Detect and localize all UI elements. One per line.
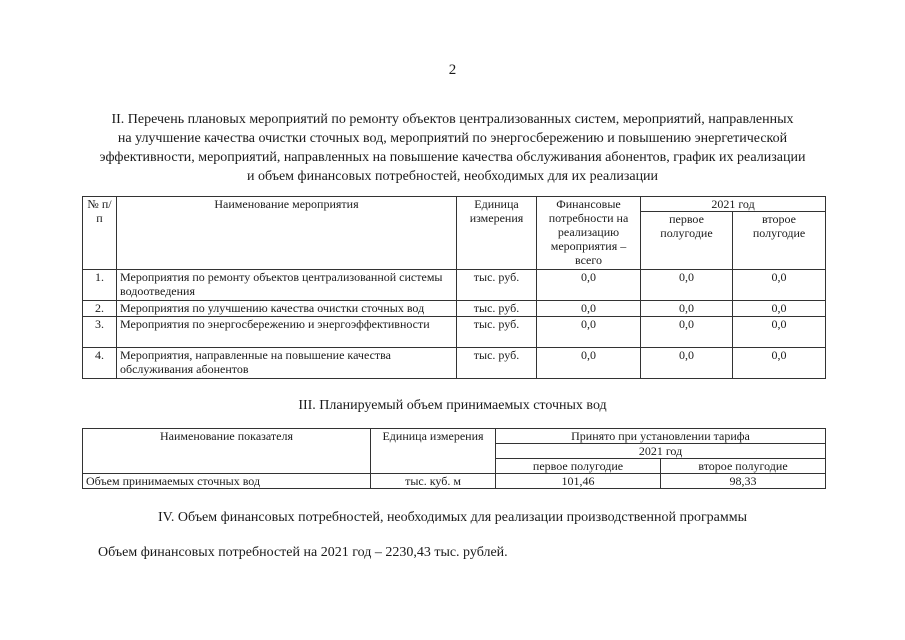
row-half2: 0,0 [733,301,826,317]
row-name: Мероприятия по ремонту объектов централизованной системы водоотведения [117,270,457,301]
row-half2: 0,0 [733,348,826,379]
table-row [83,317,826,348]
header-half2: второе полугодие [661,459,826,474]
row-half1: 0,0 [641,348,733,379]
row-total: 0,0 [537,301,641,317]
section-4-title: IV. Объем финансовых потребностей, необходимых для реализации производственной программы [157,510,748,525]
row-name: Мероприятия по энергосбережению и энергоэффективности [117,317,457,348]
header-accepted: Принято при установлении тарифа [496,429,826,444]
section-2-title-line: и объем финансовых потребностей, необходимых для их реализации [246,169,659,184]
row-num: 3. [83,317,117,348]
header-finance: Финансовые потребности на реализацию мероприятия – всего [537,197,641,270]
table-row [83,348,826,379]
row-half1: 101,46 [496,474,661,489]
section-2-title-line: на улучшение качества очистки сточных вод, мероприятий по энергосбережению и повышению энергетической [117,131,788,146]
row-unit: тыс. руб. [457,348,537,379]
header-year: 2021 год [641,197,826,212]
section-2-title [60,110,845,186]
row-unit: тыс. руб. [457,270,537,301]
row-name: Мероприятия по улучшению качества очистки сточных вод [117,301,457,317]
row-unit: тыс. куб. м [371,474,496,489]
row-num: 1. [83,270,117,301]
row-half2: 98,33 [661,474,826,489]
header-half1: первое полугодие [641,212,733,270]
row-total: 0,0 [537,270,641,301]
section-2-title-line: II. Перечень плановых мероприятий по ремонту объектов централизованных систем, мероприятий, направленных [111,112,794,127]
wastewater-volume-table [82,428,826,489]
header-unit: Единица измерения [457,197,537,270]
row-unit: тыс. руб. [457,317,537,348]
header-year: 2021 год [496,444,826,459]
section-3-title: III. Планируемый объем принимаемых сточных вод [298,398,607,413]
row-total: 0,0 [537,348,641,379]
section-2-title-line: эффективности, мероприятий, направленных на повышение качества обслуживания абонентов, график их реализации [99,150,806,165]
header-unit: Единица измерения [371,429,496,474]
header-name: Наименование мероприятия [117,197,457,270]
row-unit: тыс. руб. [457,301,537,317]
table-header-row [83,429,826,444]
row-indicator: Объем принимаемых сточных вод [83,474,371,489]
header-num: № п/п [83,197,117,270]
row-half1: 0,0 [641,270,733,301]
page-number: 2 [448,62,457,78]
row-name: Мероприятия, направленные на повышение качества обслуживания абонентов [117,348,457,379]
header-indicator: Наименование показателя [83,429,371,474]
table-row [83,474,826,489]
header-half2: второе полугодие [733,212,826,270]
row-half2: 0,0 [733,317,826,348]
row-half1: 0,0 [641,301,733,317]
row-num: 2. [83,301,117,317]
row-half2: 0,0 [733,270,826,301]
row-num: 4. [83,348,117,379]
measures-table [82,196,826,379]
financial-needs-text: Объем финансовых потребностей на 2021 год – 2230,43 тыс. рублей. [98,545,508,560]
table-row [83,270,826,301]
header-half1: первое полугодие [496,459,661,474]
row-half1: 0,0 [641,317,733,348]
row-total: 0,0 [537,317,641,348]
table-row [83,301,826,317]
table-header-row [83,197,826,212]
